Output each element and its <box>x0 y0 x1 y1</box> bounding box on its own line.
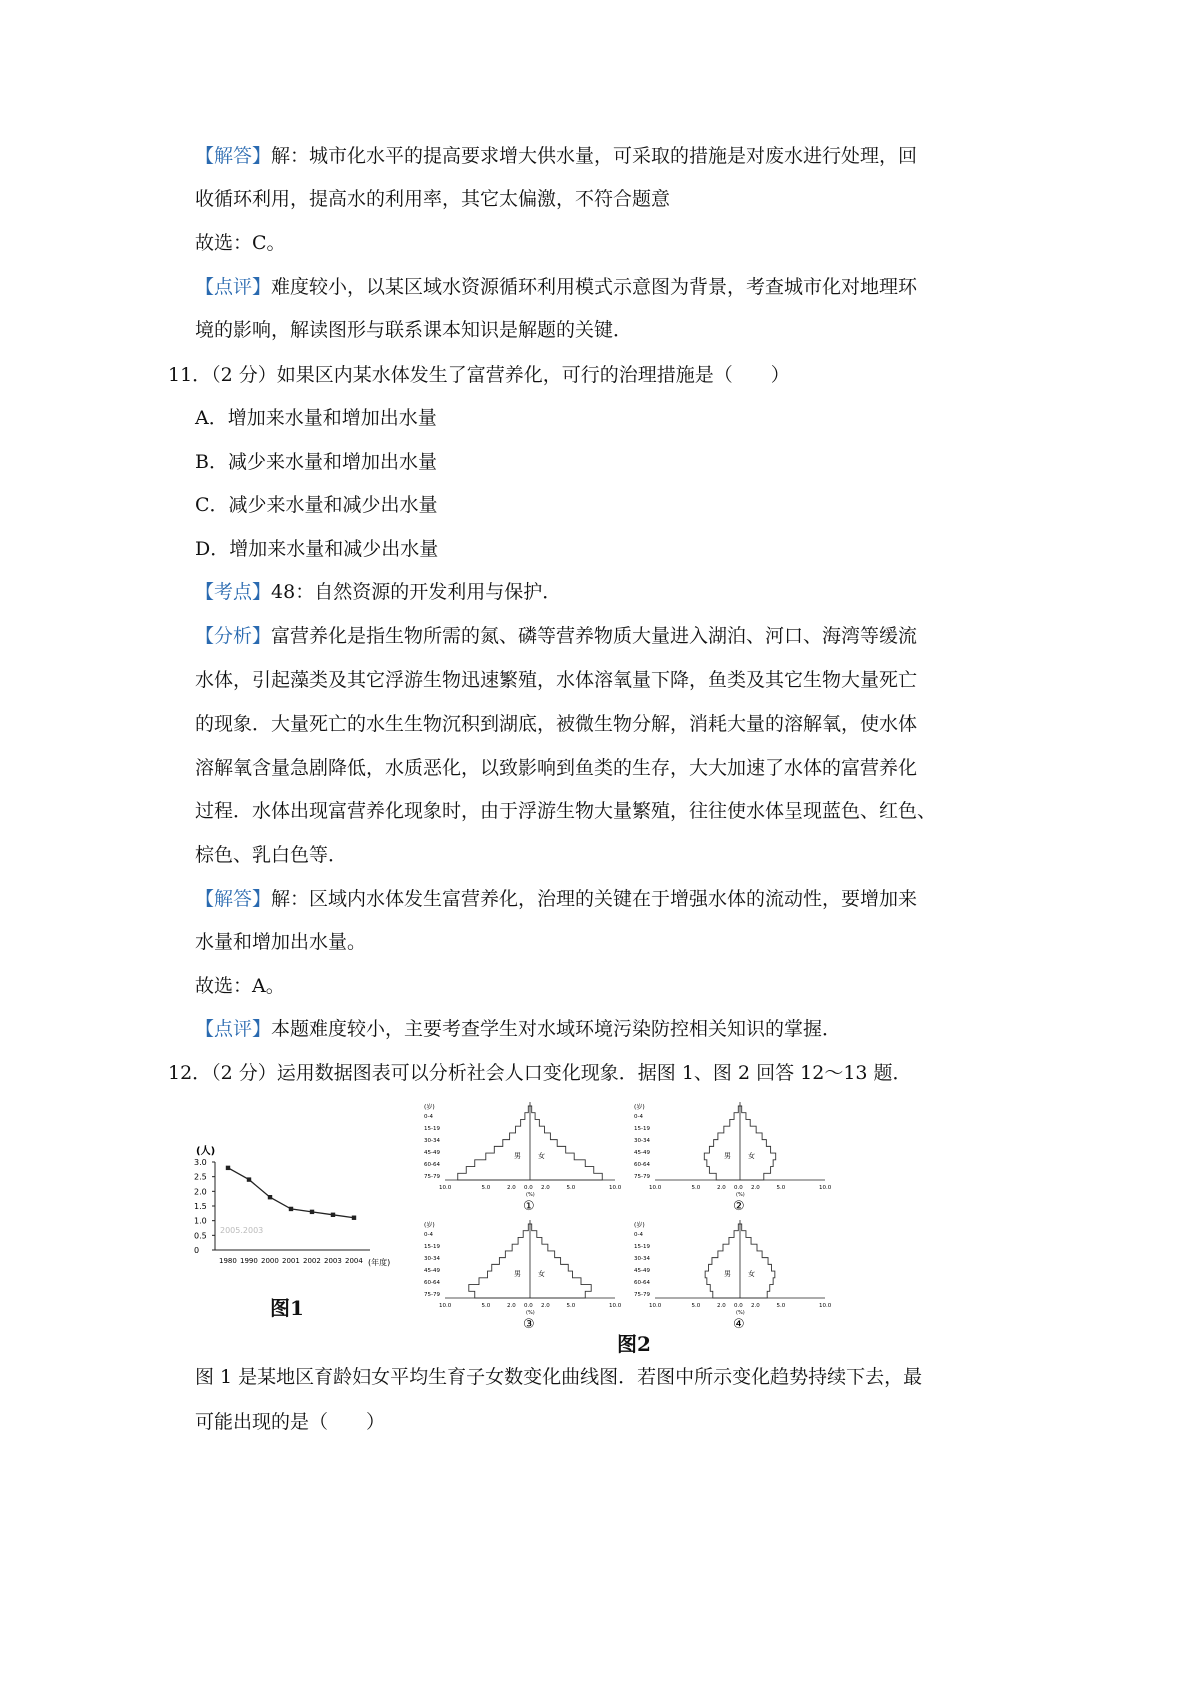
fig1-y-tick: 0 <box>194 1246 200 1255</box>
pyramid-age-tick: 60-64 <box>424 1162 440 1168</box>
q11-fenxi-line5: 过程．水体出现富营养化现象时，由于浮游生物大量繁殖，往往使水体呈现蓝色、红色、 <box>195 800 937 822</box>
fig1-y-tick: 2.5 <box>194 1172 207 1182</box>
pyramid-panel-4 <box>632 1218 832 1330</box>
pyramid-female-label: 女 <box>538 1152 545 1160</box>
kaodian-tag: 【考点】 <box>195 581 272 603</box>
fig1-y-unit: (人) <box>196 1146 216 1157</box>
pyramid-age-tick: 75-79 <box>634 1174 650 1180</box>
fenxi-tag: 【分析】 <box>195 625 272 647</box>
pyramid-x-tick: 0.0 <box>734 1185 743 1191</box>
pyramid-x-tick: 10.0 <box>819 1185 832 1191</box>
pyramid-age-tick: 15-19 <box>634 1244 650 1250</box>
pyramid-x-tick: 5.0 <box>776 1303 786 1309</box>
q11-comment: 【点评】本题难度较小，主要考查学生对水域环境污染防控相关知识的掌握． <box>195 1018 842 1040</box>
fig1-data-point <box>268 1195 272 1199</box>
pyramid-age-unit: (岁) <box>634 1104 645 1111</box>
pyramid-x-tick: 10.0 <box>609 1185 622 1191</box>
pyramid-age-unit: (岁) <box>634 1222 645 1229</box>
fig1-x-tick: 2002 <box>303 1257 321 1265</box>
pyramid-x-tick: 2.0 <box>717 1303 726 1309</box>
pyramid-x-tick: 2.0 <box>541 1185 550 1191</box>
fig1-x-tick: 1990 <box>240 1257 258 1265</box>
pyramid-x-tick: 2.0 <box>507 1185 516 1191</box>
pyramid-x-tick: 0.0 <box>734 1303 743 1309</box>
pyramid-panel-number: ③ <box>523 1317 535 1330</box>
pyramid-age-tick: 0-4 <box>424 1232 433 1238</box>
fig1-x-tick: 2004 <box>345 1257 363 1265</box>
pyramid-x-tick: 10.0 <box>649 1303 662 1309</box>
pyramid-female-label: 女 <box>748 1270 755 1278</box>
pyramid-pct-unit: (%) <box>526 1310 535 1316</box>
pyramid-x-tick: 10.0 <box>609 1303 622 1309</box>
pyramid-x-tick: 0.0 <box>524 1303 533 1309</box>
figure-2-population-pyramids <box>422 1100 832 1340</box>
q11-fenxi-line4: 溶解氧含量急剧降低，水质恶化，以致影响到鱼类的生存，大大加速了水体的富营养化 <box>195 757 918 779</box>
pyramid-x-tick: 0.0 <box>524 1185 533 1191</box>
pyramid-panel-number: ① <box>523 1199 535 1212</box>
q10-answer-line1: 【解答】解：城市化水平的提高要求增大供水量，可采取的措施是对废水进行处理，回 <box>195 145 918 167</box>
pyramid-age-tick: 45-49 <box>424 1150 440 1156</box>
pyramid-age-tick: 60-64 <box>634 1162 650 1168</box>
pyramid-male-label: 男 <box>724 1270 731 1278</box>
fig1-data-point <box>352 1216 356 1220</box>
pyramid-panel-number: ② <box>733 1199 745 1212</box>
fig1-x-unit: (年度) <box>368 1258 391 1267</box>
q11-fenxi-line2: 水体，引起藻类及其它浮游生物迅速繁殖，水体溶氧量下降，鱼类及其它生物大量死亡 <box>195 669 918 691</box>
fig1-data-point <box>247 1177 251 1181</box>
pyramid-x-tick: 10.0 <box>439 1185 452 1191</box>
fig1-data-point <box>310 1210 314 1214</box>
q12-text-line1: 图 1 是某地区育龄妇女平均生育子女数变化曲线图．若图中所示变化趋势持续下去，最 <box>195 1366 923 1388</box>
pyramid-age-tick: 30-34 <box>634 1138 650 1144</box>
pyramid-pct-unit: (%) <box>736 1310 745 1316</box>
q10-answer-line2: 收循环利用，提高水的利用率，其它太偏激，不符合题意 <box>195 188 671 210</box>
fig1-data-point <box>289 1207 293 1211</box>
pyramid-female-label: 女 <box>538 1270 545 1278</box>
pyramid-age-tick: 75-79 <box>634 1292 650 1298</box>
pyramid-age-tick: 0-4 <box>634 1114 643 1120</box>
pyramid-age-tick: 15-19 <box>634 1126 650 1132</box>
pyramid-x-tick: 2.0 <box>751 1303 760 1309</box>
fig1-x-tick: 2003 <box>324 1257 342 1265</box>
q11-option-b: B．减少来水量和增加出水量 <box>195 451 437 473</box>
pyramid-female-label: 女 <box>748 1152 755 1160</box>
comment-tag: 【点评】 <box>195 276 272 298</box>
q11-fenxi-line1: 【分析】富营养化是指生物所需的氮、磷等营养物质大量进入湖泊、河口、海湾等缓流 <box>195 625 918 647</box>
pyramid-x-tick: 5.0 <box>481 1185 491 1191</box>
pyramid-x-tick: 2.0 <box>751 1185 760 1191</box>
fig1-x-tick: 2000 <box>261 1257 279 1265</box>
pyramid-x-tick: 10.0 <box>819 1303 832 1309</box>
pyramid-age-unit: (岁) <box>424 1222 435 1229</box>
pyramid-x-tick: 10.0 <box>649 1185 662 1191</box>
pyramid-x-tick: 5.0 <box>481 1303 491 1309</box>
fig1-y-tick: 1.0 <box>194 1216 207 1226</box>
pyramid-age-tick: 0-4 <box>634 1232 643 1238</box>
pyramid-x-tick: 10.0 <box>439 1303 452 1309</box>
q11-stem: 11．（2 分）如果区内某水体发生了富营养化，可行的治理措施是（ ） <box>168 364 790 386</box>
comment-tag: 【点评】 <box>195 1018 272 1040</box>
q12-text-line2: 可能出现的是（ ） <box>195 1411 386 1433</box>
pyramid-panel-3 <box>422 1218 622 1330</box>
q11-kaodian: 【考点】48：自然资源的开发利用与保护． <box>195 581 562 603</box>
pyramid-x-tick: 5.0 <box>566 1303 576 1309</box>
fig1-watermark: 2005.2003 <box>220 1226 264 1235</box>
pyramid-age-tick: 45-49 <box>424 1268 440 1274</box>
q11-fenxi-line6: 棕色、乳白色等． <box>195 844 348 866</box>
fig1-y-tick: 0.5 <box>194 1231 207 1241</box>
pyramid-age-tick: 0-4 <box>424 1114 433 1120</box>
pyramid-x-tick: 2.0 <box>717 1185 726 1191</box>
fig1-data-point <box>331 1213 335 1217</box>
pyramid-panel-1 <box>422 1100 622 1212</box>
pyramid-age-tick: 75-79 <box>424 1174 440 1180</box>
pyramid-panel-number: ④ <box>733 1317 745 1330</box>
pyramid-age-tick: 30-34 <box>424 1138 440 1144</box>
q11-choice: 故选：A。 <box>195 975 285 997</box>
pyramid-x-tick: 5.0 <box>691 1185 701 1191</box>
pyramid-age-tick: 30-34 <box>424 1256 440 1262</box>
pyramid-age-tick: 30-34 <box>634 1256 650 1262</box>
figure-1-label: 图1 <box>270 1296 304 1320</box>
pyramid-male-label: 男 <box>724 1152 731 1160</box>
pyramid-male-label: 男 <box>514 1270 521 1278</box>
pyramid-pct-unit: (%) <box>736 1192 745 1198</box>
pyramid-age-tick: 45-49 <box>634 1150 650 1156</box>
pyramid-age-tick: 60-64 <box>634 1280 650 1286</box>
q10-comment-line1: 【点评】难度较小，以某区域水资源循环利用模式示意图为背景，考查城市化对地理环 <box>195 276 918 298</box>
figure-1-line-chart <box>190 1140 420 1280</box>
fig1-x-tick: 2001 <box>282 1257 300 1265</box>
q11-option-d: D．增加来水量和减少出水量 <box>195 538 439 560</box>
pyramid-x-tick: 2.0 <box>541 1303 550 1309</box>
q11-option-a: A．增加来水量和增加出水量 <box>195 407 437 429</box>
pyramid-age-tick: 15-19 <box>424 1126 440 1132</box>
pyramid-x-tick: 5.0 <box>566 1185 576 1191</box>
answer-tag: 【解答】 <box>195 888 272 910</box>
answer-tag: 【解答】 <box>195 145 272 167</box>
fig1-y-tick: 2.0 <box>194 1187 207 1197</box>
fig1-x-tick: 1980 <box>219 1257 237 1265</box>
pyramid-x-tick: 5.0 <box>776 1185 786 1191</box>
fig1-y-tick: 3.0 <box>194 1158 207 1167</box>
pyramid-x-tick: 5.0 <box>691 1303 701 1309</box>
q11-fenxi-line3: 的现象．大量死亡的水生生物沉积到湖底，被微生物分解，消耗大量的溶解氧，使水体 <box>195 713 918 735</box>
q11-answer-line2: 水量和增加出水量。 <box>195 931 367 953</box>
pyramid-age-tick: 60-64 <box>424 1280 440 1286</box>
q11-option-c: C．减少来水量和减少出水量 <box>195 494 438 516</box>
pyramid-pct-unit: (%) <box>526 1192 535 1198</box>
fig1-y-tick: 1.5 <box>194 1202 207 1211</box>
pyramid-x-tick: 2.0 <box>507 1303 516 1309</box>
q10-comment-line2: 境的影响，解读图形与联系课本知识是解题的关键． <box>195 319 633 341</box>
q10-choice: 故选：C。 <box>195 232 286 254</box>
figure-2-label: 图2 <box>617 1332 651 1356</box>
pyramid-age-unit: (岁) <box>424 1104 435 1111</box>
fig1-data-point <box>226 1166 230 1170</box>
pyramid-age-tick: 45-49 <box>634 1268 650 1274</box>
pyramid-male-label: 男 <box>514 1152 521 1160</box>
q12-stem: 12．（2 分）运用数据图表可以分析社会人口变化现象．据图 1、图 2 回答 12～13 题． <box>168 1062 912 1084</box>
pyramid-age-tick: 75-79 <box>424 1292 440 1298</box>
q11-answer-line1: 【解答】解：区域内水体发生富营养化，治理的关键在于增强水体的流动性，要增加来 <box>195 888 918 910</box>
pyramid-panel-2 <box>632 1100 832 1212</box>
pyramid-age-tick: 15-19 <box>424 1244 440 1250</box>
